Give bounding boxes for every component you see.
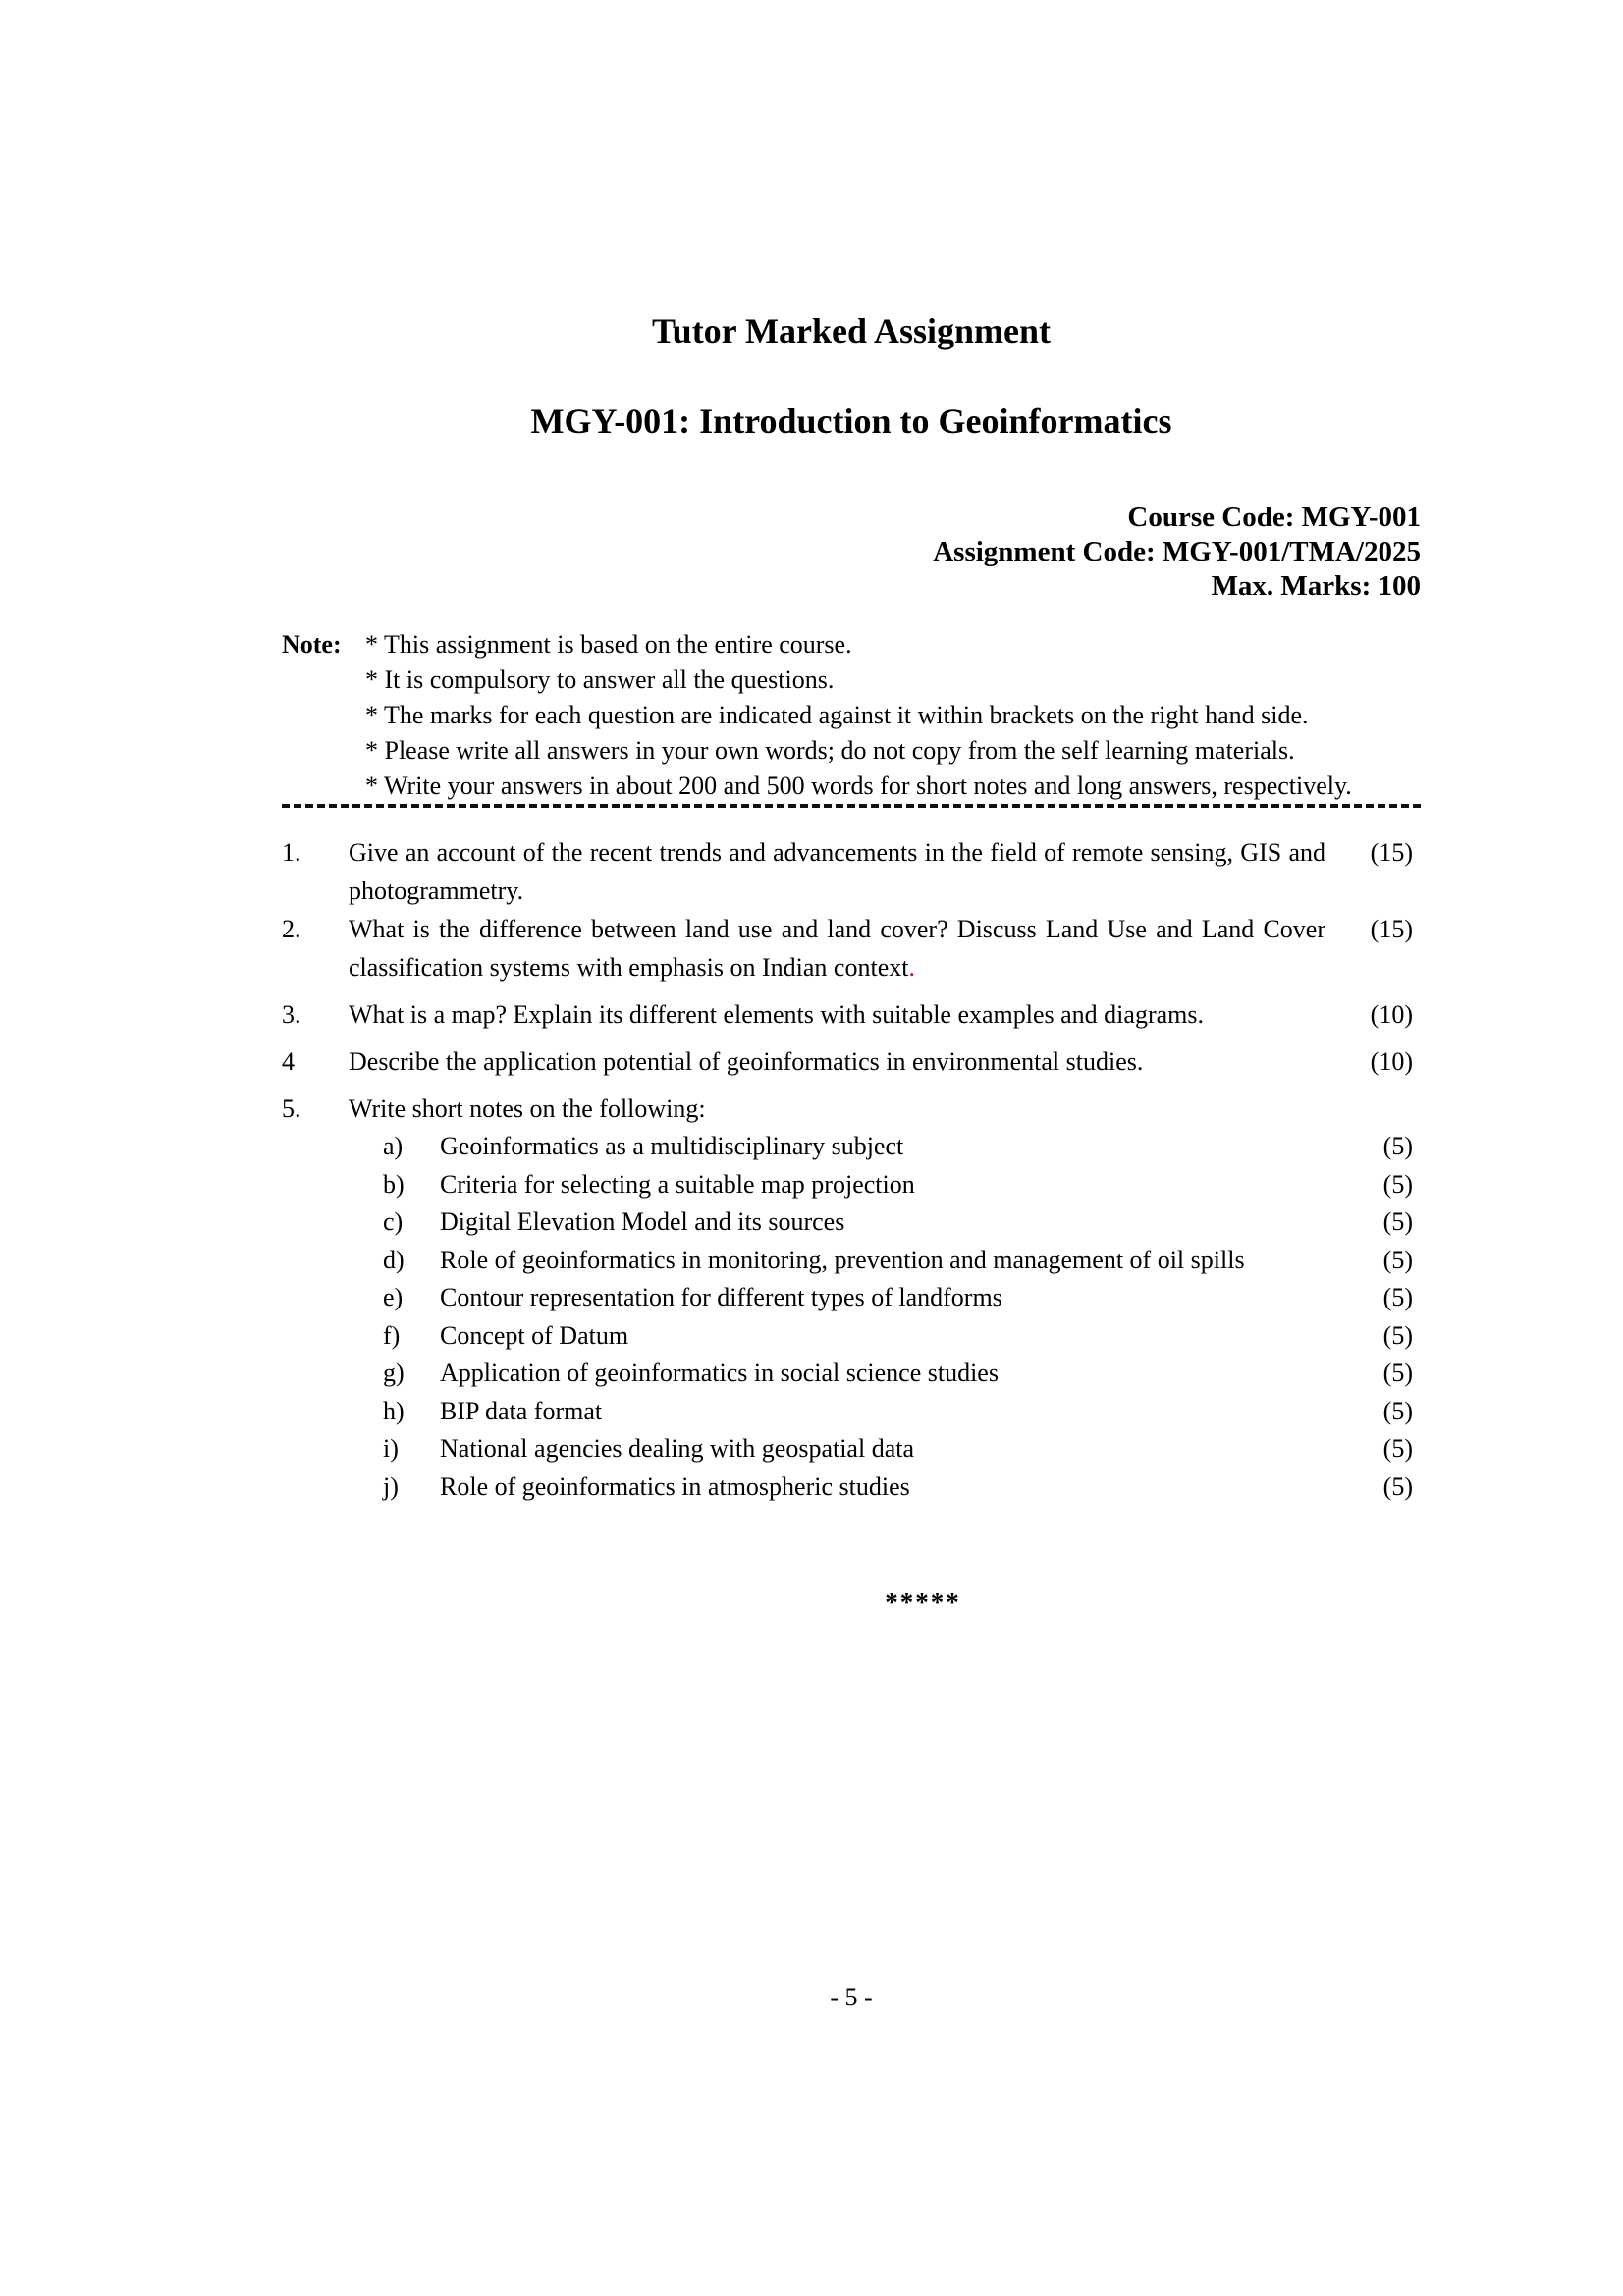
- question-text: [349, 1042, 1325, 1081]
- document-title: Tutor Marked Assignment: [651, 311, 1052, 350]
- subquestion-row: [282, 1430, 1421, 1468]
- subquestion-letter: b): [383, 1169, 405, 1199]
- subquestion-letter: i): [383, 1434, 399, 1463]
- subquestion-row: [282, 1355, 1421, 1393]
- question-row: [282, 910, 1421, 987]
- subquestion-row: [282, 1128, 1421, 1166]
- subquestion-marks: (5): [1382, 1471, 1413, 1501]
- course-code-line: Course Code: MGY-001: [1127, 502, 1421, 533]
- stars-separator: *****: [885, 1587, 961, 1617]
- question-number: 4: [282, 1047, 295, 1076]
- question-row: [282, 833, 1421, 910]
- question-row: [282, 995, 1421, 1034]
- subquestion-letter: e): [383, 1283, 404, 1311]
- subquestion-row: [282, 1203, 1421, 1242]
- question-number: 2.: [282, 915, 301, 943]
- codes-block: [282, 501, 1421, 604]
- subquestion-text: Concept of Datum: [440, 1320, 629, 1350]
- subquestion-marks: (5): [1382, 1132, 1413, 1160]
- subquestion-text: Role of geoinformatics in atmospheric studies: [440, 1471, 910, 1501]
- question-number: 1.: [282, 838, 301, 867]
- subquestion-text: National agencies dealing with geospatial data: [440, 1434, 914, 1463]
- question-marks: (10): [1370, 1047, 1413, 1076]
- question-text-main: Give an account of the recent trends and advancements in the field of remote sensing, GIS and photogrammetry.: [349, 838, 1325, 905]
- note-item: * This assignment is based on the entire course.: [365, 630, 852, 659]
- question-marks: (10): [1370, 1000, 1413, 1029]
- subquestion-text: Application of geoinformatics in social science studies: [440, 1359, 999, 1387]
- question-marks: [1325, 1090, 1421, 1128]
- questions-section: [282, 833, 1421, 1506]
- question-text-main: Describe the application potential of geoinformatics in environmental studies.: [349, 1047, 1144, 1076]
- subquestion-marks: (5): [1382, 1283, 1413, 1311]
- page-number: - 5 -: [830, 1983, 873, 2011]
- subquestion-letter: g): [383, 1359, 405, 1387]
- subquestion-text: Geoinformatics as a multidisciplinary subject: [440, 1132, 904, 1160]
- question-row: [282, 1090, 1421, 1128]
- subquestion-row: [282, 1242, 1421, 1280]
- note-item: * It is compulsory to answer all the questions.: [365, 666, 835, 694]
- question-marks: (15): [1370, 838, 1413, 867]
- note-item: * Write your answers in about 200 and 500 words for short notes and long answers, respectively.: [365, 772, 1352, 800]
- max-marks-line: Max. Marks: 100: [1211, 570, 1421, 602]
- subquestion-marks: (5): [1382, 1169, 1413, 1199]
- question-text: [349, 1090, 1325, 1128]
- note-label: Note:: [282, 630, 342, 659]
- subquestion-marks: (5): [1382, 1207, 1413, 1236]
- note-items: [365, 627, 1421, 804]
- question-number: 5.: [282, 1095, 301, 1123]
- subquestion-row: [282, 1468, 1421, 1507]
- note-item: * The marks for each question are indicated against it within brackets on the right hand side.: [365, 701, 1309, 729]
- subquestion-letter: f): [383, 1320, 401, 1350]
- note-block: [282, 627, 1421, 804]
- question-number: 3.: [282, 1000, 301, 1029]
- subquestion-text: Criteria for selecting a suitable map projection: [440, 1169, 915, 1199]
- subquestion-text: Digital Elevation Model and its sources: [440, 1207, 845, 1236]
- subquestion-marks: (5): [1382, 1434, 1413, 1463]
- subquestion-letter: a): [383, 1132, 404, 1160]
- subquestion-row: [282, 1166, 1421, 1204]
- subquestion-letter: d): [383, 1245, 405, 1274]
- question-text: [349, 833, 1325, 910]
- question-text-main: Write short notes on the following:: [349, 1095, 706, 1123]
- subquestion-row: [282, 1393, 1421, 1431]
- subquestion-marks: (5): [1382, 1320, 1413, 1350]
- question-text: [349, 910, 1325, 987]
- subquestion-letter: c): [383, 1207, 404, 1236]
- subquestion-list: [282, 1128, 1421, 1506]
- subquestion-marks: (5): [1382, 1245, 1413, 1274]
- course-subtitle: MGY-001: Introduction to Geoinformatics: [530, 401, 1172, 441]
- question-text-main: What is a map? Explain its different elements with suitable examples and diagrams.: [349, 1000, 1204, 1029]
- question-text: [349, 995, 1325, 1034]
- dashed-divider: [282, 804, 1421, 808]
- subquestion-row: [282, 1279, 1421, 1317]
- question-text-main: What is the difference between land use and land cover? Discuss Land Use and Land Cover classification systems with emphasis on Indian context: [349, 915, 1325, 982]
- document-content: [282, 0, 1421, 1622]
- subquestion-marks: (5): [1382, 1396, 1413, 1425]
- subquestion-text: Contour representation for different types of landforms: [440, 1283, 1002, 1311]
- subquestion-text: BIP data format: [440, 1396, 603, 1425]
- note-item: * Please write all answers in your own words; do not copy from the self learning materials.: [365, 736, 1295, 765]
- assignment-code-line: Assignment Code: MGY-001/TMA/2025: [933, 536, 1421, 567]
- subquestion-letter: h): [383, 1396, 405, 1425]
- subquestion-marks: (5): [1382, 1359, 1413, 1387]
- question-row: [282, 1042, 1421, 1081]
- subquestion-text: Role of geoinformatics in monitoring, prevention and management of oil spills: [440, 1245, 1245, 1274]
- subquestion-letter: j): [383, 1471, 399, 1501]
- subquestion-row: [282, 1317, 1421, 1356]
- question-marks: (15): [1370, 915, 1413, 943]
- red-period: .: [908, 953, 915, 982]
